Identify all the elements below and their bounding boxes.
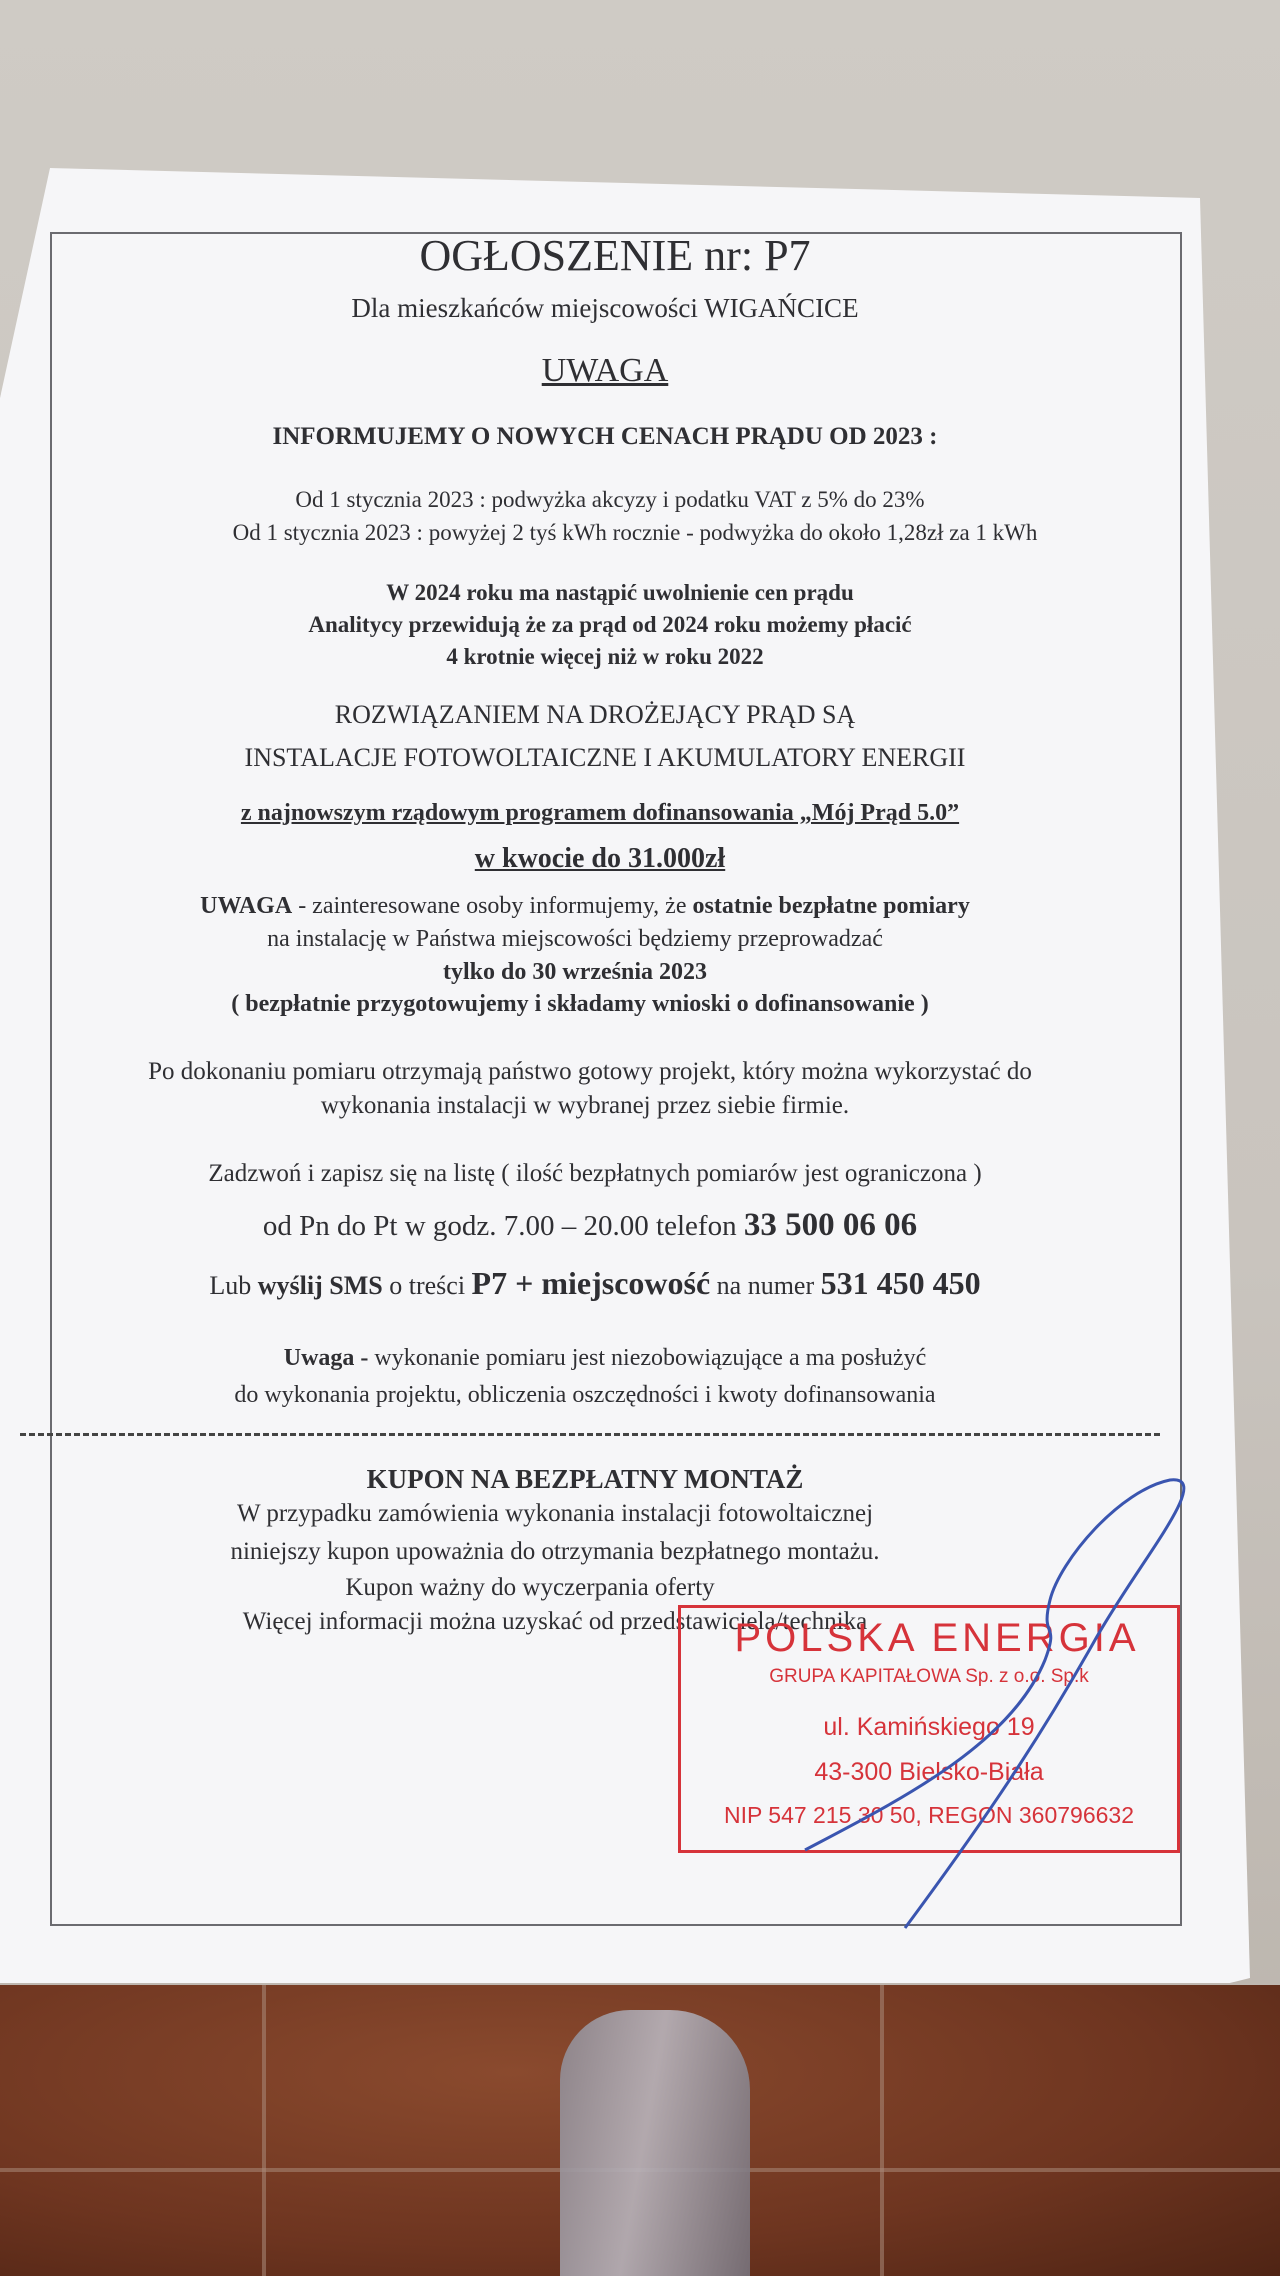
note-line-2: do wykonania projektu, obliczenia oszczędności i kwoty dofinansowania (234, 1382, 936, 1408)
sms-send: wyślij SMS (257, 1271, 383, 1300)
notice-title: OGŁOSZENIE nr: P7 (419, 231, 811, 280)
prices-line-2: Od 1 stycznia 2023 : powyżej 2 tyś kWh rocznie - podwyżka do około 1,28zł za 1 kWh (232, 520, 1038, 545)
note-label: Uwaga - (283, 1345, 375, 1371)
hours-text: od Pn do Pt w godz. 7.00 – 20.00 telefon (262, 1210, 744, 1242)
coupon-title: KUPON NA BEZPŁATNY MONTAŻ (366, 1464, 804, 1494)
measure-last-free: ostatnie bezpłatne pomiary (692, 893, 970, 919)
coupon-line-2: niniejszy kupon upoważnia do otrzymania bezpłatnego montażu. (230, 1538, 880, 1565)
sms-text: o treści (382, 1271, 472, 1300)
sms-lub: Lub (209, 1271, 258, 1300)
sms-to: na numer (710, 1271, 821, 1300)
prices-line-1: Od 1 stycznia 2023 : podwyżka akcyzy i podatku VAT z 5% do 23% (295, 487, 925, 512)
project-line-2: wykonania instalacji w wybranej przez siebie firmie. (320, 1092, 850, 1119)
stamp-street: ul. Kamińskiego 19 (823, 1713, 1035, 1741)
coupon-line-1: W przypadku zamówienia wykonania instalacji fotowoltaicznej (236, 1500, 874, 1527)
project-line-1: Po dokonaniu pomiaru otrzymają państwo gotowy projekt, który można wykorzystać do (148, 1058, 1032, 1085)
sms-code: P7 + miejscowość (471, 1265, 711, 1301)
measure-line-2: na instalację w Państwa miejscowości będziemy przeprowadzać (267, 926, 883, 952)
stamp-ids: NIP 547 215 30 50, REGON 360796632 (723, 1802, 1135, 1828)
stamp-company: POLSKA ENERGIA (734, 1616, 1140, 1660)
stamp-group: GRUPA KAPITAŁOWA Sp. z o.o. Sp.k (769, 1666, 1089, 1687)
coupon-line-3: Kupon ważny do wyczerpania oferty (345, 1574, 715, 1601)
forecast-line-1: W 2024 roku ma nastąpić uwolnienie cen prądu (386, 580, 854, 605)
measure-text: - zainteresowane osoby informujemy, że (292, 893, 693, 919)
forecast-line-2: Analitycy przewidują że za prąd od 2024 roku możemy płacić (308, 612, 912, 637)
program-line: z najnowszym rządowym programem dofinansowania „Mój Prąd 5.0” (240, 800, 960, 826)
attention-heading: UWAGA (541, 352, 669, 389)
stamp-city: 43-300 Bielsko-Biała (814, 1758, 1044, 1786)
phone-number: 33 500 06 06 (743, 1207, 918, 1243)
coupon-line-4: Więcej informacji można uzyskać od przedstawiciela/technika (242, 1608, 868, 1635)
measure-attention: UWAGA (200, 893, 293, 919)
amount-line: w kwocie do 31.000zł (474, 843, 726, 874)
solution-line-2: INSTALACJE FOTOWOLTAICZNE I AKUMULATORY ENERGII (244, 743, 966, 772)
notice-subtitle: Dla mieszkańców miejscowości WIGAŃCICE (351, 293, 859, 323)
measure-line-4: ( bezpłatnie przygotowujemy i składamy wnioski o dofinansowanie ) (231, 991, 929, 1017)
solution-line-1: ROZWIĄZANIEM NA DROŻEJĄCY PRĄD SĄ (334, 700, 856, 729)
measure-line-3: tylko do 30 września 2023 (443, 959, 707, 985)
forecast-line-3: 4 krotnie więcej niż w roku 2022 (446, 644, 764, 669)
note-text: wykonanie pomiaru jest niezobowiązujące a ma posłużyć (374, 1345, 927, 1371)
call-line: Zadzwoń i zapisz się na listę ( ilość bezpłatnych pomiarów jest ograniczona ) (208, 1160, 982, 1187)
sms-number: 531 450 450 (820, 1265, 981, 1301)
prices-heading: INFORMUJEMY O NOWYCH CENACH PRĄDU OD 2023 : (272, 423, 938, 450)
